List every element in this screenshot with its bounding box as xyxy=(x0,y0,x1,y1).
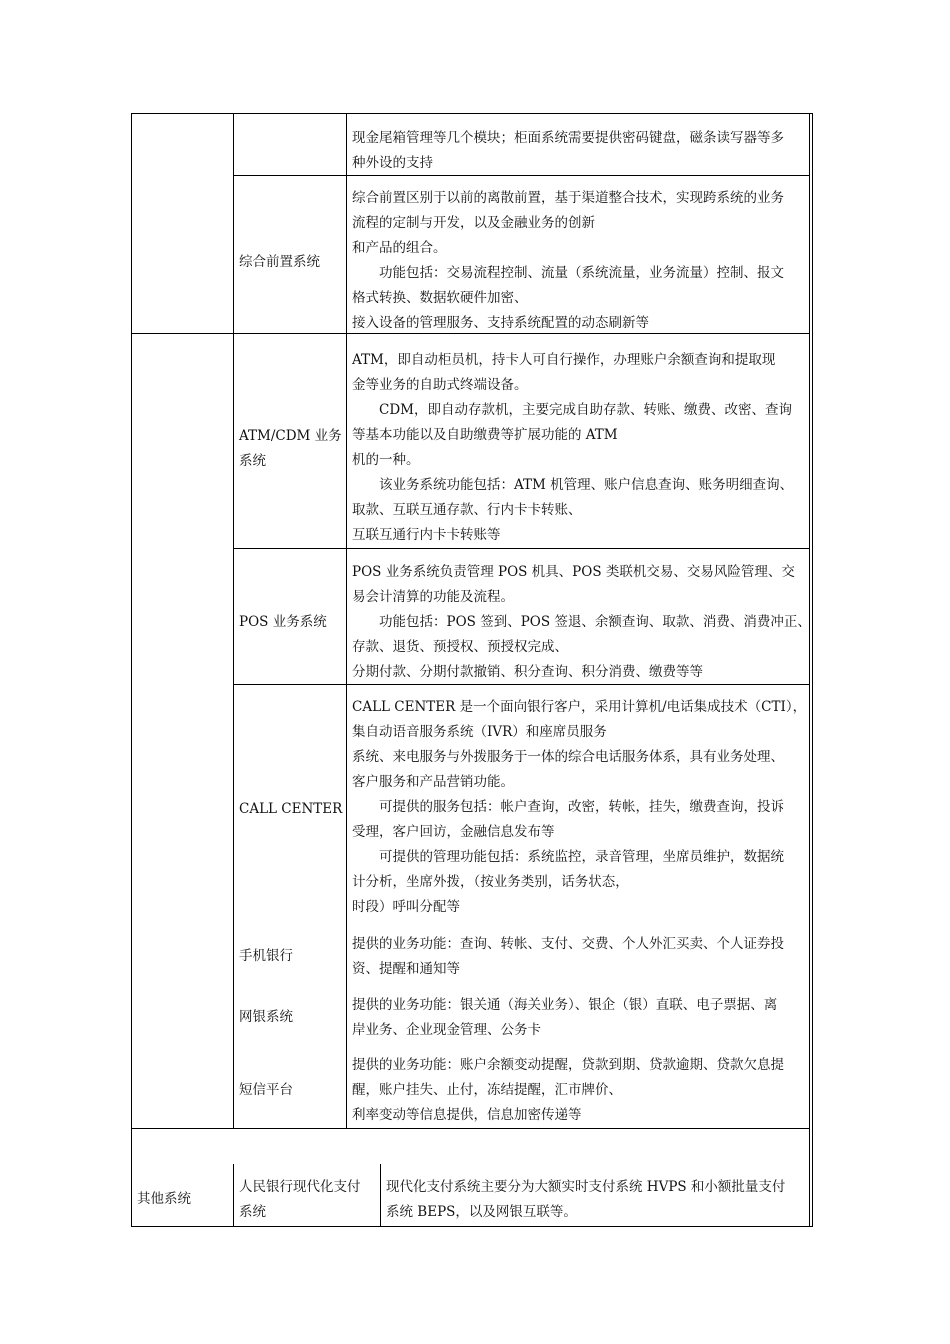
text-line: 系统 xyxy=(239,453,266,469)
text-line: 可提供的服务包括：帐户查询，改密，转帐，挂失，缴费查询，投诉 xyxy=(352,799,784,815)
row1-desc xyxy=(352,186,784,336)
text-line: 该业务系统功能包括：ATM 机管理、账户信息查询、账务明细查询、 xyxy=(352,477,794,493)
text-line: 种外设的支持 xyxy=(352,155,433,171)
text-line: 利率变动等信息提供，信息加密传递等 xyxy=(352,1107,582,1123)
row6-desc xyxy=(352,993,777,1043)
text-line: 格式转换、数据软硬件加密、 xyxy=(352,290,528,306)
row3-desc xyxy=(352,560,811,685)
text-line: 机的一种。 xyxy=(352,452,420,468)
text-line: 现代化支付系统主要分为大额实时支付系统 HVPS 和小额批量支付 xyxy=(386,1179,786,1195)
text-line: 分期付款、分期付款撤销、积分查询、积分消费、缴费等等 xyxy=(352,664,703,680)
text-line: ATM，即自动柜员机，持卡人可自行操作，办理账户余额查询和提取现 xyxy=(352,352,776,368)
text-line: 等基本功能以及自助缴费等扩展功能的 ATM xyxy=(352,427,618,443)
text-line: 存款、退货、预授权、预授权完成、 xyxy=(352,639,568,655)
text-line: 时段）呼叫分配等 xyxy=(352,899,460,915)
text-line: 系统 BEPS，以及网银互联等。 xyxy=(386,1204,577,1220)
col-divider-1-last xyxy=(233,1164,234,1227)
text-line: ATM/CDM 业务 xyxy=(239,428,342,444)
text-line: 接入设备的管理服务、支持系统配置的动态刷新等 xyxy=(352,315,649,331)
text-line: 资、提醒和通知等 xyxy=(352,961,460,977)
text-line: 系统 xyxy=(239,1204,266,1220)
table-left-border xyxy=(131,113,132,1227)
text-line: 可提供的管理功能包括：系统监控，录音管理，坐席员维护，数据统 xyxy=(352,849,784,865)
row7-name: 短信平台 xyxy=(239,1082,293,1098)
text-line: 醒，账户挂失、止付，冻结提醒，汇市牌价、 xyxy=(352,1082,622,1098)
text-line: 提供的业务功能：银关通（海关业务）、银企（银）直联、电子票据、离 xyxy=(352,997,778,1013)
row2-name xyxy=(239,424,342,474)
text-line: 受理，客户回访，金融信息发布等 xyxy=(352,824,555,840)
text-line: 流程的定制与开发，以及金融业务的创新 xyxy=(352,215,595,231)
row5-name: 手机银行 xyxy=(239,948,293,964)
row-divider-5 xyxy=(131,1128,810,1129)
row3-name: POS 业务系统 xyxy=(239,614,327,630)
text-line: 综合前置区别于以前的离散前置，基于渠道整合技术，实现跨系统的业务 xyxy=(352,190,784,206)
text-line: 集自动语音服务系统（IVR）和座席员服务 xyxy=(352,724,607,740)
text-line: 功能包括：交易流程控制、流量（系统流量，业务流量）控制、报文 xyxy=(352,265,784,281)
text-line: 互联互通行内卡卡转账等 xyxy=(352,527,501,543)
text-line: 现金尾箱管理等几个模块；柜面系统需要提供密码键盘，磁条读写器等多 xyxy=(352,130,784,146)
row4-desc xyxy=(352,695,806,920)
text-line: 取款、互联互通存款、行内卡卡转账、 xyxy=(352,502,582,518)
text-line: 易会计清算的功能及流程。 xyxy=(352,589,514,605)
text-line: 提供的业务功能：查询、转帐、支付、交费、个人外汇买卖、个人证券投 xyxy=(352,936,784,952)
row6-name: 网银系统 xyxy=(239,1009,293,1025)
text-line: 金等业务的自助式终端设备。 xyxy=(352,377,528,393)
row-divider-3 xyxy=(233,548,810,549)
text-line: POS 业务系统负责管理 POS 机具、POS 类联机交易、交易风险管理、交 xyxy=(352,564,795,580)
text-line: CALL CENTER 是一个面向银行客户，采用计算机/电话集成技术（CTI）， xyxy=(352,699,807,715)
text-line: 系统、来电服务与外拨服务于一体的综合电话服务体系，具有业务处理、 xyxy=(352,749,784,765)
col-divider-2-last xyxy=(380,1164,381,1227)
row4-name: CALL CENTER xyxy=(239,801,343,817)
text-line: CDM，即自动存款机，主要完成自助存款、转账、缴费、改密、查询 xyxy=(352,402,792,418)
text-line: 岸业务、企业现金管理、公务卡 xyxy=(352,1022,541,1038)
row7-desc xyxy=(352,1053,784,1128)
row5-desc xyxy=(352,932,784,982)
text-line: 计分析，坐席外拨，（按业务类别，话务状态， xyxy=(352,874,629,890)
text-line: 和产品的组合。 xyxy=(352,240,447,256)
col-divider-1 xyxy=(233,113,234,1129)
table-right-border-outer xyxy=(812,113,813,1227)
text-line: 提供的业务功能：账户余额变动提醒，贷款到期、贷款逾期、贷款欠息提 xyxy=(352,1057,784,1073)
text-line: 功能包括：POS 签到、POS 签退、余额查询、取款、消费、消费冲正、 xyxy=(352,614,811,630)
row8-desc xyxy=(386,1175,785,1225)
row2-desc xyxy=(352,348,793,548)
row8-category: 其他系统 xyxy=(137,1191,191,1207)
row1-name: 综合前置系统 xyxy=(239,254,320,270)
text-line: 客户服务和产品营销功能。 xyxy=(352,774,514,790)
row8-name xyxy=(239,1175,361,1225)
row0-desc xyxy=(352,126,784,176)
text-line: 人民银行现代化支付 xyxy=(239,1179,361,1195)
col-divider-2 xyxy=(346,113,347,1129)
